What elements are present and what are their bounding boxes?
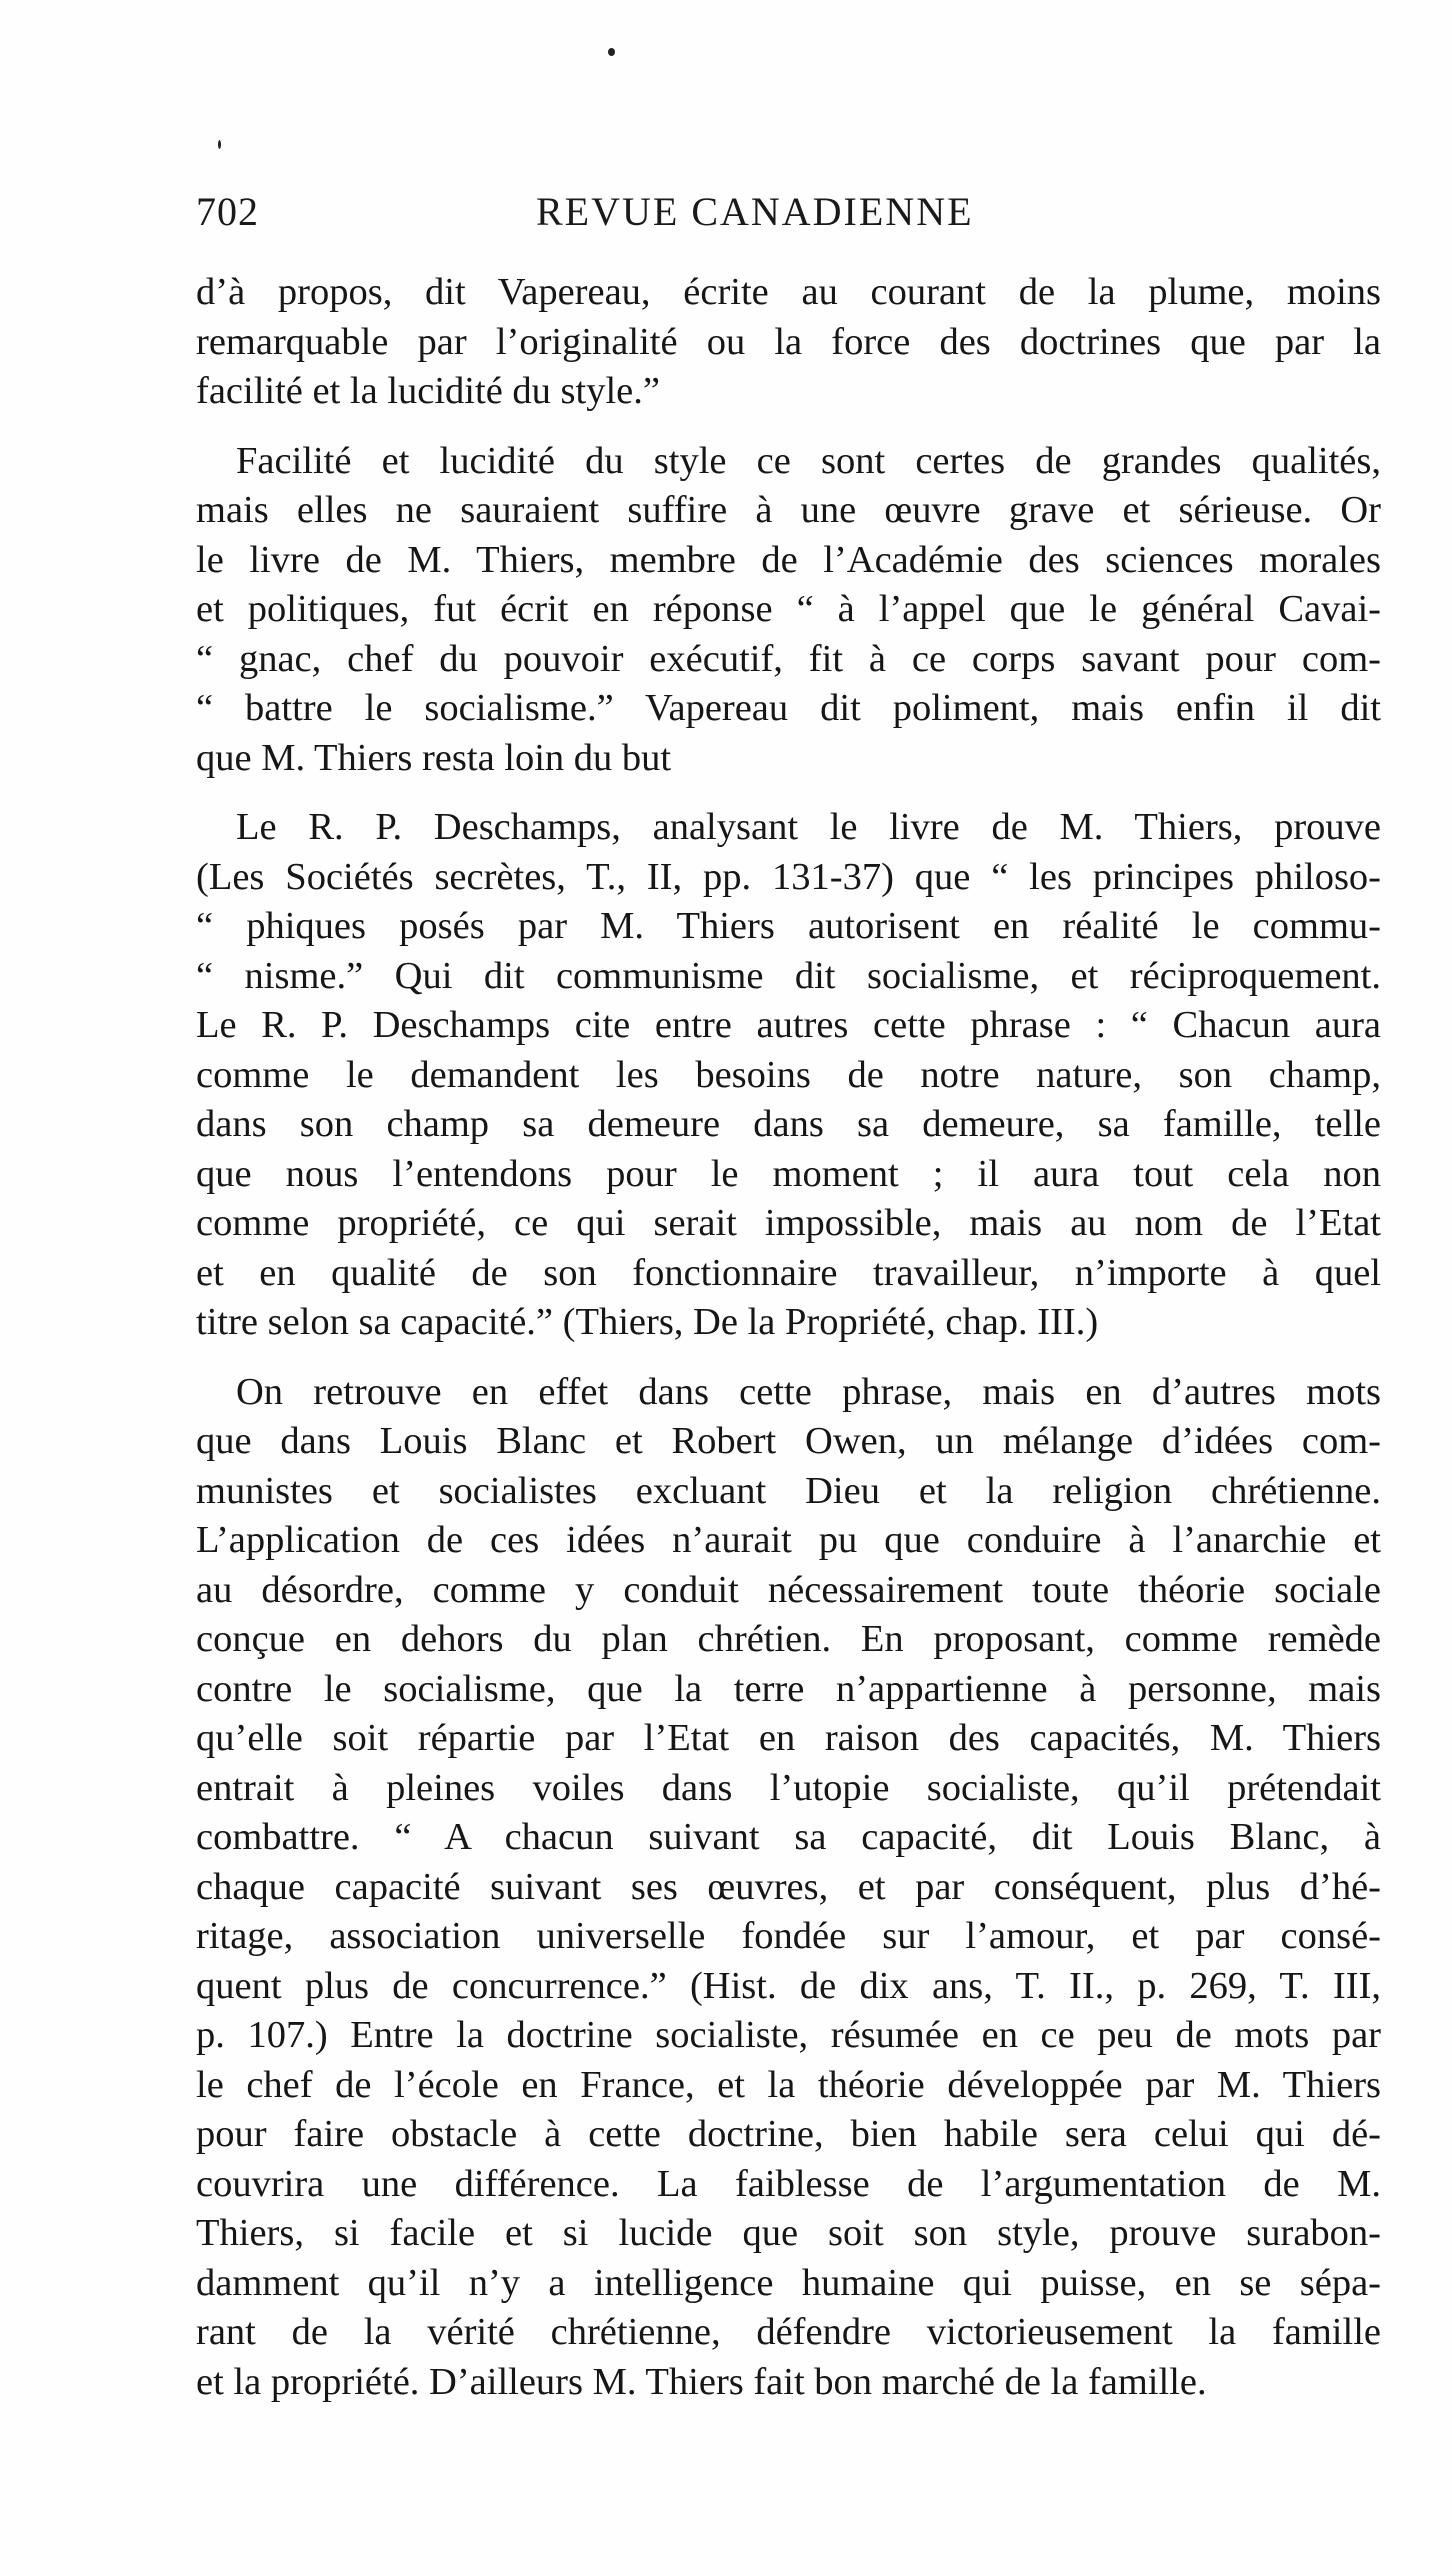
text-line: et la propriété. D’ailleurs M. Thiers fait bon marché de la famille. bbox=[196, 2360, 1207, 2403]
text-line: facilité et la lucidité du style.” bbox=[196, 370, 660, 412]
text-line: “ phiques posés par M. Thiers autorisent en réalité le commu- bbox=[196, 905, 1381, 947]
text-line: que M. Thiers resta loin du but bbox=[196, 736, 672, 779]
text-line: damment qu’il n’y a intelligence humaine qui puisse, en se sépa- bbox=[196, 2261, 1381, 2304]
text-line: et en qualité de son fonctionnaire travailleur, n’importe à quel bbox=[196, 1251, 1381, 1294]
running-title: REVUE CANADIENNE bbox=[536, 189, 974, 234]
text-line: comme le demandent les besoins de notre nature, son champ, bbox=[196, 1053, 1381, 1096]
text-line: entrait à pleines voiles dans l’utopie socialiste, qu’il prétendait bbox=[196, 1766, 1381, 1809]
text-line: titre selon sa capacité.” (Thiers, De la Propriété, chap. III.) bbox=[196, 1301, 1099, 1343]
paragraph bbox=[196, 437, 1381, 784]
text-line: dans son champ sa demeure dans sa demeure, sa famille, telle bbox=[196, 1103, 1381, 1145]
text-line: que nous l’entendons pour le moment ; il aura tout cela non bbox=[196, 1152, 1381, 1195]
text-line: remarquable par l’originalité ou la force des doctrines que par la bbox=[196, 320, 1381, 363]
text-line: d’à propos, dit Vapereau, écrite au courant de la plume, moins bbox=[196, 271, 1381, 313]
paragraph bbox=[196, 803, 1381, 1348]
text-line: (Les Sociétés secrètes, T., II, pp. 131-37) que “ les principes philoso- bbox=[196, 855, 1381, 898]
text-line: Thiers, si facile et si lucide que soit son style, prouve surabon- bbox=[196, 2212, 1381, 2254]
text-line: rant de la vérité chrétienne, défendre victorieusement la famille bbox=[196, 2311, 1381, 2353]
text-line: et politiques, fut écrit en réponse “ à l’appel que le général Cavai- bbox=[196, 588, 1381, 630]
text-line: au désordre, comme y conduit nécessairement toute théorie sociale bbox=[196, 1568, 1381, 1611]
text-line: que dans Louis Blanc et Robert Owen, un mélange d’idées com- bbox=[196, 1420, 1381, 1462]
page-number: 702 bbox=[196, 189, 259, 234]
text-line: couvrira une différence. La faiblesse de l’argumentation de M. bbox=[196, 2162, 1381, 2205]
ink-speck bbox=[608, 48, 615, 56]
text-line: Le R. P. Deschamps, analysant le livre de M. Thiers, prouve bbox=[236, 806, 1381, 848]
text-line: mais elles ne sauraient suffire à une œuvre grave et sérieuse. Or bbox=[196, 489, 1381, 531]
text-line: qu’elle soit répartie par l’Etat en raison des capacités, M. Thiers bbox=[196, 1717, 1381, 1759]
text-line: “ battre le socialisme.” Vapereau dit poliment, mais enfin il dit bbox=[196, 687, 1381, 729]
text-line: conçue en dehors du plan chrétien. En proposant, comme remède bbox=[196, 1618, 1381, 1660]
text-line: pour faire obstacle à cette doctrine, bien habile sera celui qui dé- bbox=[196, 2113, 1381, 2155]
text-line: contre le socialisme, que la terre n’appartienne à personne, mais bbox=[196, 1667, 1381, 1710]
ink-speck bbox=[218, 140, 221, 149]
text-line: comme propriété, ce qui serait impossible, mais au nom de l’Etat bbox=[196, 1202, 1381, 1244]
text-line: quent plus de concurrence.” (Hist. de dix ans, T. II., p. 269, T. III, bbox=[196, 1964, 1381, 2007]
text-line: ritage, association universelle fondée sur l’amour, et par consé- bbox=[196, 1915, 1381, 1957]
text-line: le livre de M. Thiers, membre de l’Académie des sciences morales bbox=[196, 538, 1381, 581]
text-line: munistes et socialistes excluant Dieu et la religion chrétienne. bbox=[196, 1469, 1381, 1512]
paragraph bbox=[196, 1368, 1381, 2408]
text-line: p. 107.) Entre la doctrine socialiste, résumée en ce peu de mots par bbox=[196, 2014, 1381, 2056]
text-line: Le R. P. Deschamps cite entre autres cette phrase : “ Chacun aura bbox=[196, 1004, 1381, 1046]
text-line: combattre. “ A chacun suivant sa capacité, dit Louis Blanc, à bbox=[196, 1816, 1381, 1858]
text-line: L’application de ces idées n’aurait pu que conduire à l’anarchie et bbox=[196, 1519, 1381, 1561]
text-line: Facilité et lucidité du style ce sont certes de grandes qualités, bbox=[236, 439, 1381, 482]
text-line: On retrouve en effet dans cette phrase, mais en d’autres mots bbox=[236, 1370, 1381, 1413]
page-header bbox=[196, 188, 1206, 248]
text-line: chaque capacité suivant ses œuvres, et par conséquent, plus d’hé- bbox=[196, 1865, 1381, 1908]
body-text bbox=[196, 268, 1381, 2407]
text-line: le chef de l’école en France, et la théorie développée par M. Thiers bbox=[196, 2063, 1381, 2106]
text-line: “ gnac, chef du pouvoir exécutif, fit à ce corps savant pour com- bbox=[196, 637, 1381, 680]
paragraph bbox=[196, 268, 1381, 417]
text-line: “ nisme.” Qui dit communisme dit socialisme, et réciproquement. bbox=[196, 954, 1381, 997]
